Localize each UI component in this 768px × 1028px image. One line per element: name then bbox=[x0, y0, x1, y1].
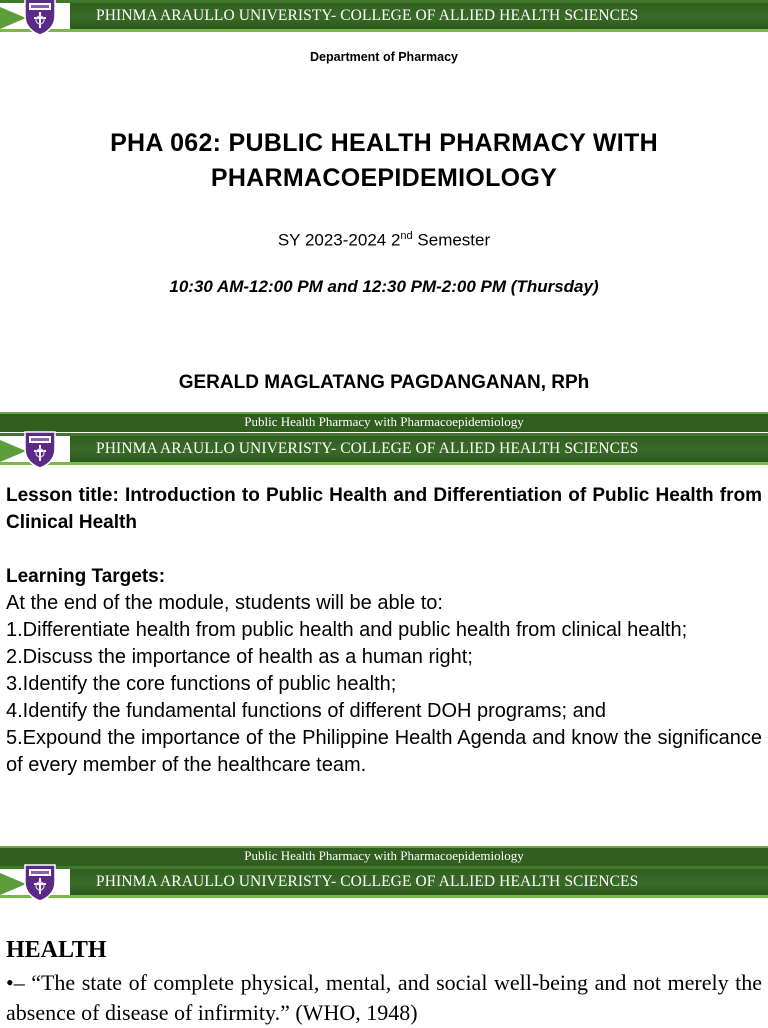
learning-targets-list bbox=[6, 590, 762, 779]
header-banner-3 bbox=[0, 866, 768, 898]
school-year-ordinal: nd bbox=[400, 230, 413, 242]
instructor-name: GERALD MAGLATANG PAGDANGANAN, RPh bbox=[178, 372, 590, 393]
footer-text: Public Health Pharmacy with Pharmacoepidemiology bbox=[244, 414, 524, 429]
footer-bar-2 bbox=[0, 846, 768, 866]
footer-text: Public Health Pharmacy with Pharmacoepidemiology bbox=[244, 848, 524, 863]
lesson-title: Lesson title: Introduction to Public Health and Differentiation of Public Health from Clinical Health bbox=[6, 485, 762, 533]
university-seal-icon bbox=[22, 862, 58, 902]
class-schedule: 10:30 AM-12:00 PM and 12:30 PM-2:00 PM (Thursday) bbox=[169, 277, 599, 296]
university-seal-icon bbox=[22, 429, 58, 469]
learning-target-item: 5.Expound the importance of the Philippine Health Agenda and know the significance of every member of the healthcare team. bbox=[6, 727, 762, 776]
banner-title: PHINMA ARAULLO UNIVERISTY- COLLEGE OF ALLIED HEALTH SCIENCES bbox=[96, 440, 639, 457]
school-year-prefix: SY 2023-2024 2 bbox=[277, 230, 401, 250]
school-year bbox=[0, 230, 768, 251]
learning-targets-intro: At the end of the module, students will be able to: bbox=[6, 592, 443, 614]
learning-target-item: 2.Discuss the importance of health as a human right; bbox=[6, 646, 473, 668]
banner-title: PHINMA ARAULLO UNIVERISTY- COLLEGE OF ALLIED HEALTH SCIENCES bbox=[96, 873, 639, 890]
learning-target-item: 3.Identify the core functions of public health; bbox=[6, 673, 397, 695]
banner-stripe-bottom bbox=[0, 895, 768, 898]
header-banner-1 bbox=[0, 0, 768, 32]
health-definition: •– “The state of complete physical, mental, and social well-being and not merely the absence of disease of infirmity.” (WHO, 1948) bbox=[6, 970, 762, 1025]
health-heading: HEALTH bbox=[6, 937, 107, 963]
banner-title: PHINMA ARAULLO UNIVERISTY- COLLEGE OF ALLIED HEALTH SCIENCES bbox=[96, 7, 639, 24]
learning-targets-heading: Learning Targets: bbox=[6, 566, 166, 587]
learning-target-item: 1.Differentiate health from public health and public health from clinical health; bbox=[6, 619, 688, 641]
learning-target-item: 4.Identify the fundamental functions of different DOH programs; and bbox=[6, 700, 606, 722]
course-title: PHA 062: PUBLIC HEALTH PHARMACY WITH PHARMACOEPIDEMIOLOGY bbox=[110, 129, 658, 192]
banner-stripe-bottom bbox=[0, 462, 768, 465]
header-banner-2 bbox=[0, 433, 768, 465]
banner-stripe-bottom bbox=[0, 29, 768, 32]
department-label: Department of Pharmacy bbox=[310, 50, 458, 64]
university-seal-icon bbox=[22, 0, 58, 36]
footer-bar-1 bbox=[0, 412, 768, 432]
school-year-suffix: Semester bbox=[412, 230, 491, 250]
